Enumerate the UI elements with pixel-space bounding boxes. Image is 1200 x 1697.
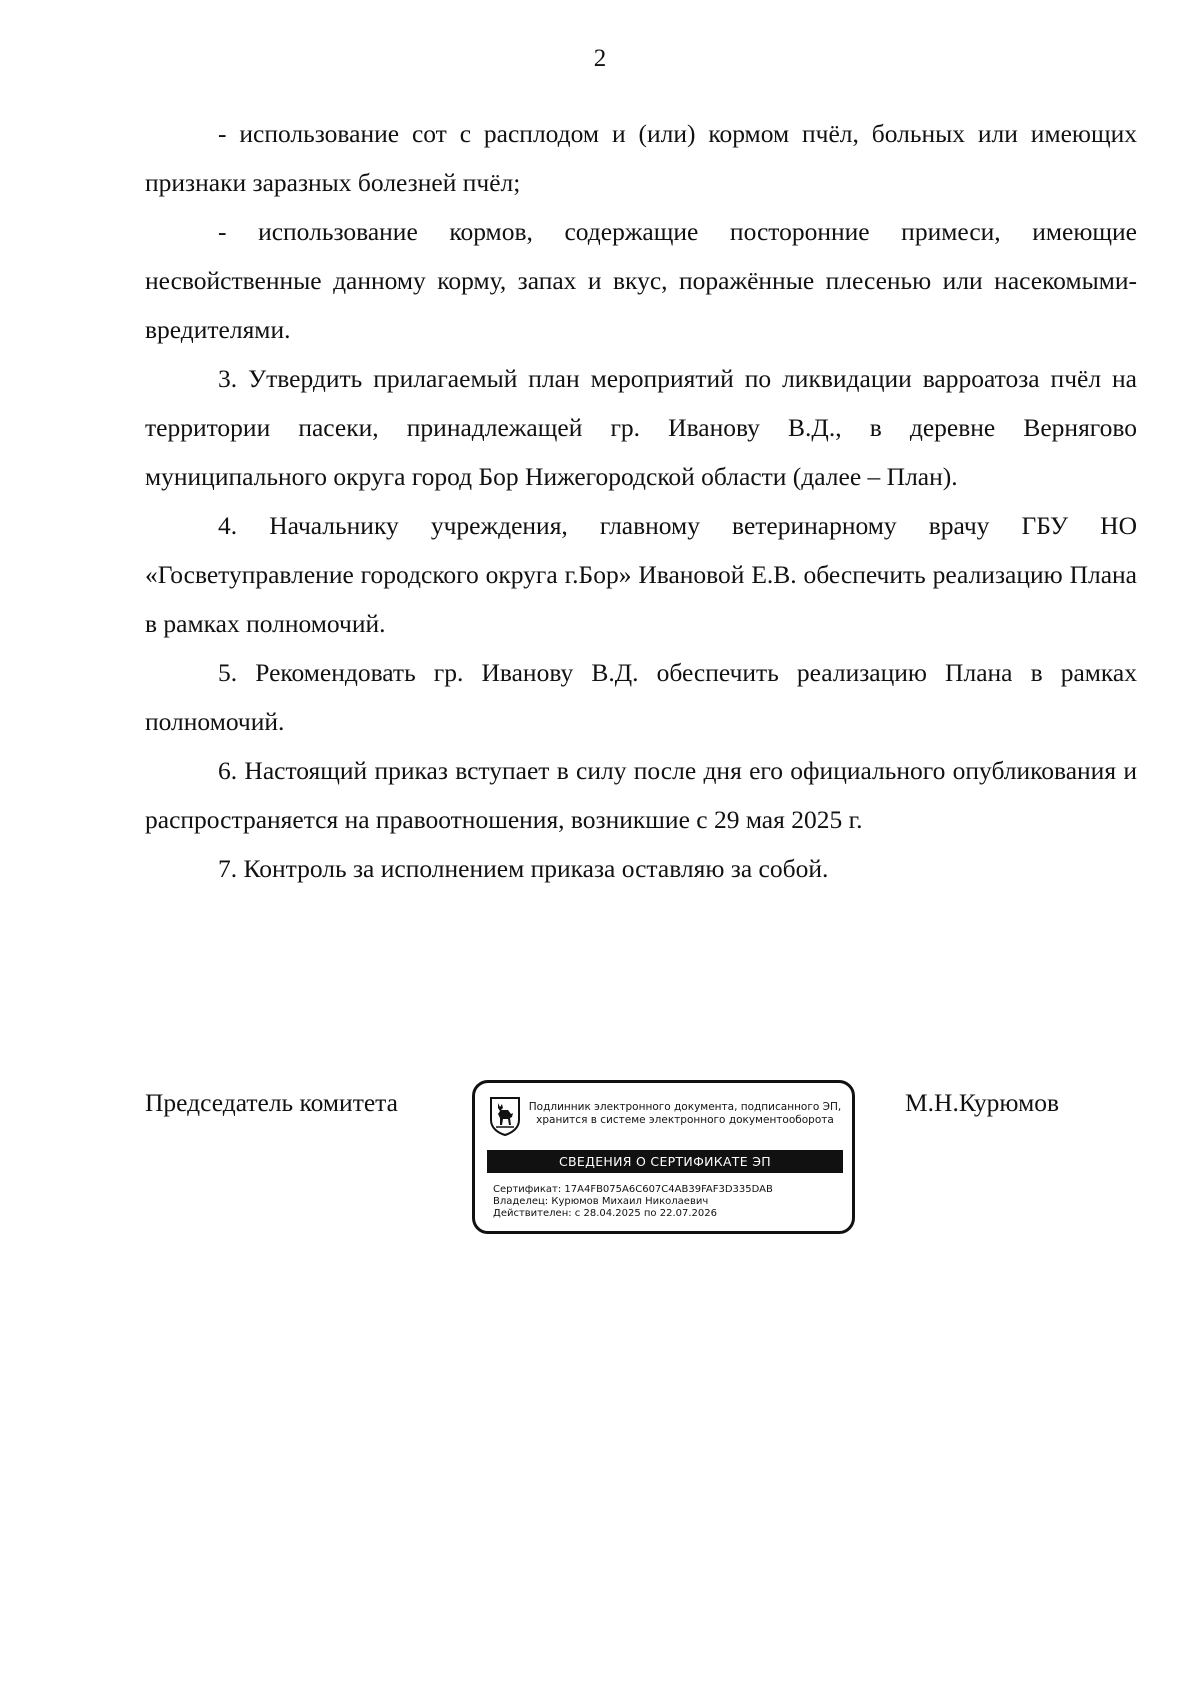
signer-title: Председатель комитета <box>145 1088 398 1117</box>
paragraph-item-4: 4. Начальнику учреждения, главному ветеринарному врачу ГБУ НО «Госветуправление городского округа г.Бор» Ивановой Е.В. обеспечить реализацию Плана в рамках полномочий. <box>145 511 1137 638</box>
document-body <box>145 109 1137 893</box>
paragraph-item-6: 6. Настоящий приказ вступает в силу после дня его официального опубликования и распространяется на правоотношения, возникшие с 29 мая 2025 г. <box>145 756 1137 834</box>
stamp-certificate: Сертификат: 17A4FB075A6C607C4AB39FAF3D335DAB <box>493 1184 773 1195</box>
stamp-header-line-1: Подлинник электронного документа, подписанного ЭП, <box>528 1101 842 1113</box>
paragraph-item-5: 5. Рекомендовать гр. Иванову В.Д. обеспечить реализацию Плана в рамках полномочий. <box>145 658 1137 736</box>
paragraph-bullet-feeds: - использование кормов, содержащие посторонние примеси, имеющие несвойственные данному корму, запах и вкус, поражённые плесенью или насекомыми-вредителями. <box>145 217 1137 344</box>
stamp-details <box>493 1184 773 1220</box>
stamp-header <box>525 1101 845 1127</box>
signer-name: М.Н.Курюмов <box>905 1088 1060 1117</box>
paragraph-item-3: 3. Утвердить прилагаемый план мероприятий по ликвидации варроатоза пчёл на территории пасеки, принадлежащей гр. Иванову В.Д., в деревне Вернягово муниципального округа город Бор Нижегородской области (далее – План). <box>145 364 1137 491</box>
stamp-validity: Действителен: с 28.04.2025 по 22.07.2026 <box>493 1208 717 1219</box>
page-number: 2 <box>593 45 607 72</box>
stamp-owner: Владелец: Курюмов Михаил Николаевич <box>493 1196 709 1207</box>
paragraph-item-7: 7. Контроль за исполнением приказа оставляю за собой. <box>218 854 829 883</box>
signature-block <box>145 1088 1137 1258</box>
stamp-certificate-bar: СВЕДЕНИЯ О СЕРТИФИКАТЕ ЭП <box>487 1150 843 1173</box>
stamp-header-line-2: хранится в системе электронного документооборота <box>536 1114 834 1126</box>
coat-of-arms-deer-icon <box>488 1096 522 1136</box>
electronic-signature-stamp <box>472 1080 855 1234</box>
paragraph-bullet-combs: - использование сот с расплодом и (или) кормом пчёл, больных или имеющих признаки заразных болезней пчёл; <box>145 119 1137 197</box>
